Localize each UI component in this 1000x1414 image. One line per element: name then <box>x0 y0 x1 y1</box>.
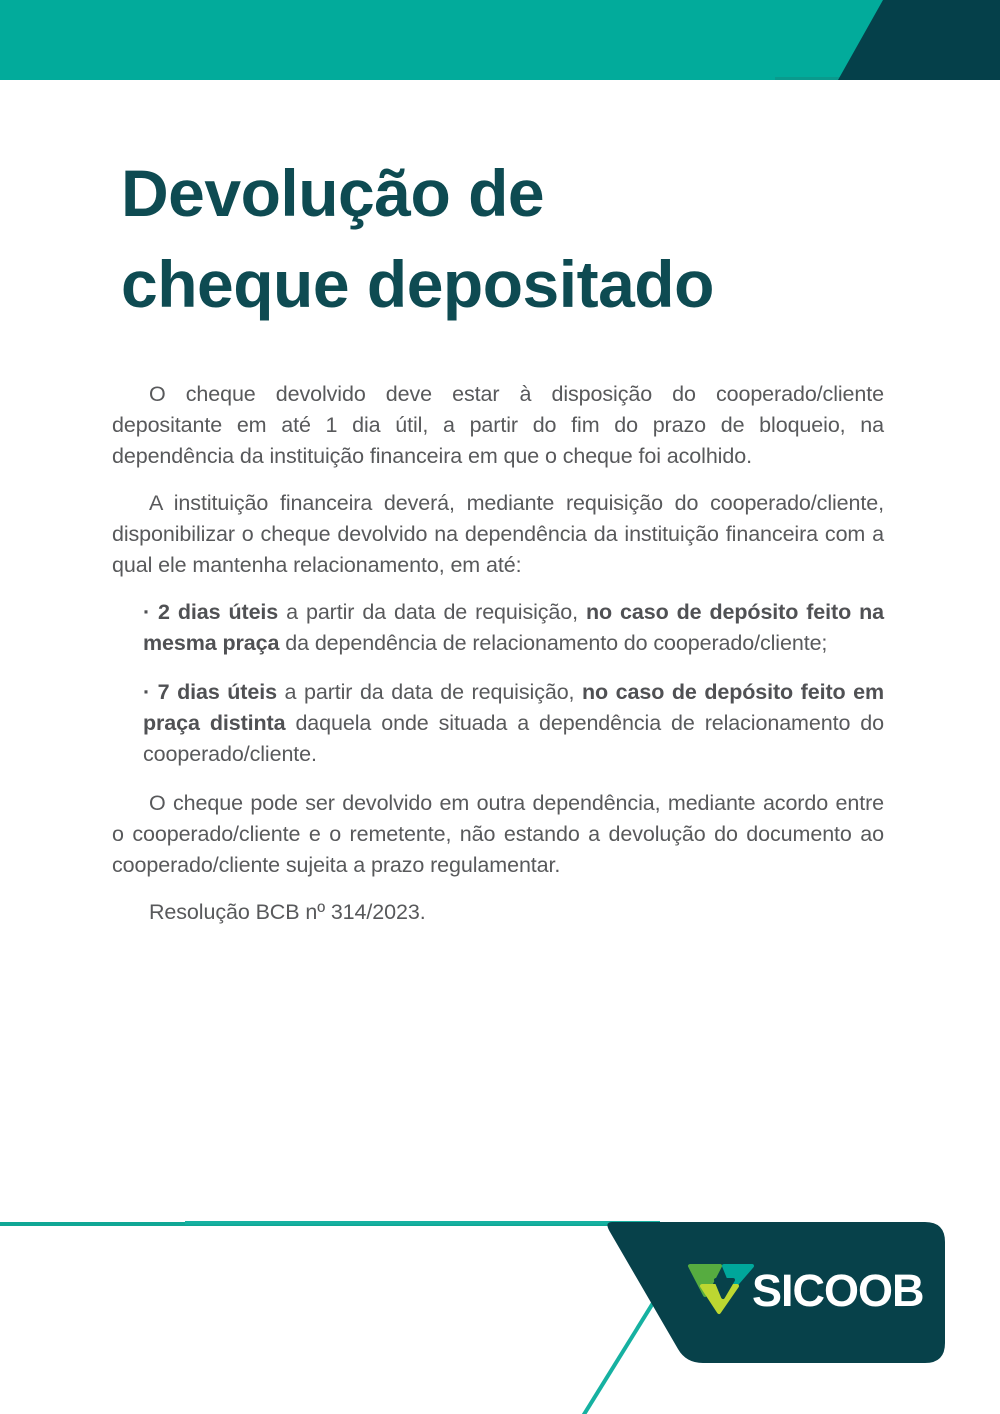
header-banner <box>0 0 1000 80</box>
page-title-line-1: Devolução de <box>121 156 545 230</box>
regulation-note: Resolução BCB nº 314/2023. <box>149 900 426 924</box>
page-title <box>121 148 714 330</box>
header-accent-strip <box>775 77 840 80</box>
paragraph-requisition: A instituição financeira deverá, mediante requisição do cooperado/cliente, disponibilizar o cheque devolvido na dependência da instituição financeira com a qual ele mantenha relacionamento, em até: <box>112 491 884 577</box>
paragraph-other-branch: O cheque pode ser devolvido em outra dependência, mediante acordo entre o cooperado/cliente e o remetente, não estando a devolução do documento ao cooperado/cliente sujeita a prazo regulamentar. <box>112 791 884 877</box>
bullet-item-same-city: · 2 dias úteis a partir da data de requisição, no caso de depósito feito na mesma praça da dependência de relacionamento do cooperado/cliente; <box>143 600 885 655</box>
paragraph-availability: O cheque devolvido deve estar à disposição do cooperado/cliente depositante em até 1 dia útil, a partir do fim do prazo de bloqueio, na dependência da instituição financeira em que o cheque foi acolhido. <box>112 382 884 468</box>
footer-banner <box>0 1218 1000 1414</box>
footer-rule-line-overlay <box>185 1221 660 1225</box>
sicoob-wordmark: SICOOB <box>752 1265 924 1316</box>
bullet-item-other-city: · 7 dias úteis a partir da data de requisição, no caso de depósito feito em praça distinta daquela onde situada a dependência de relacionamento do cooperado/cliente. <box>143 680 885 766</box>
page-title-line-2: cheque depositado <box>121 247 714 321</box>
body-content <box>112 379 884 944</box>
